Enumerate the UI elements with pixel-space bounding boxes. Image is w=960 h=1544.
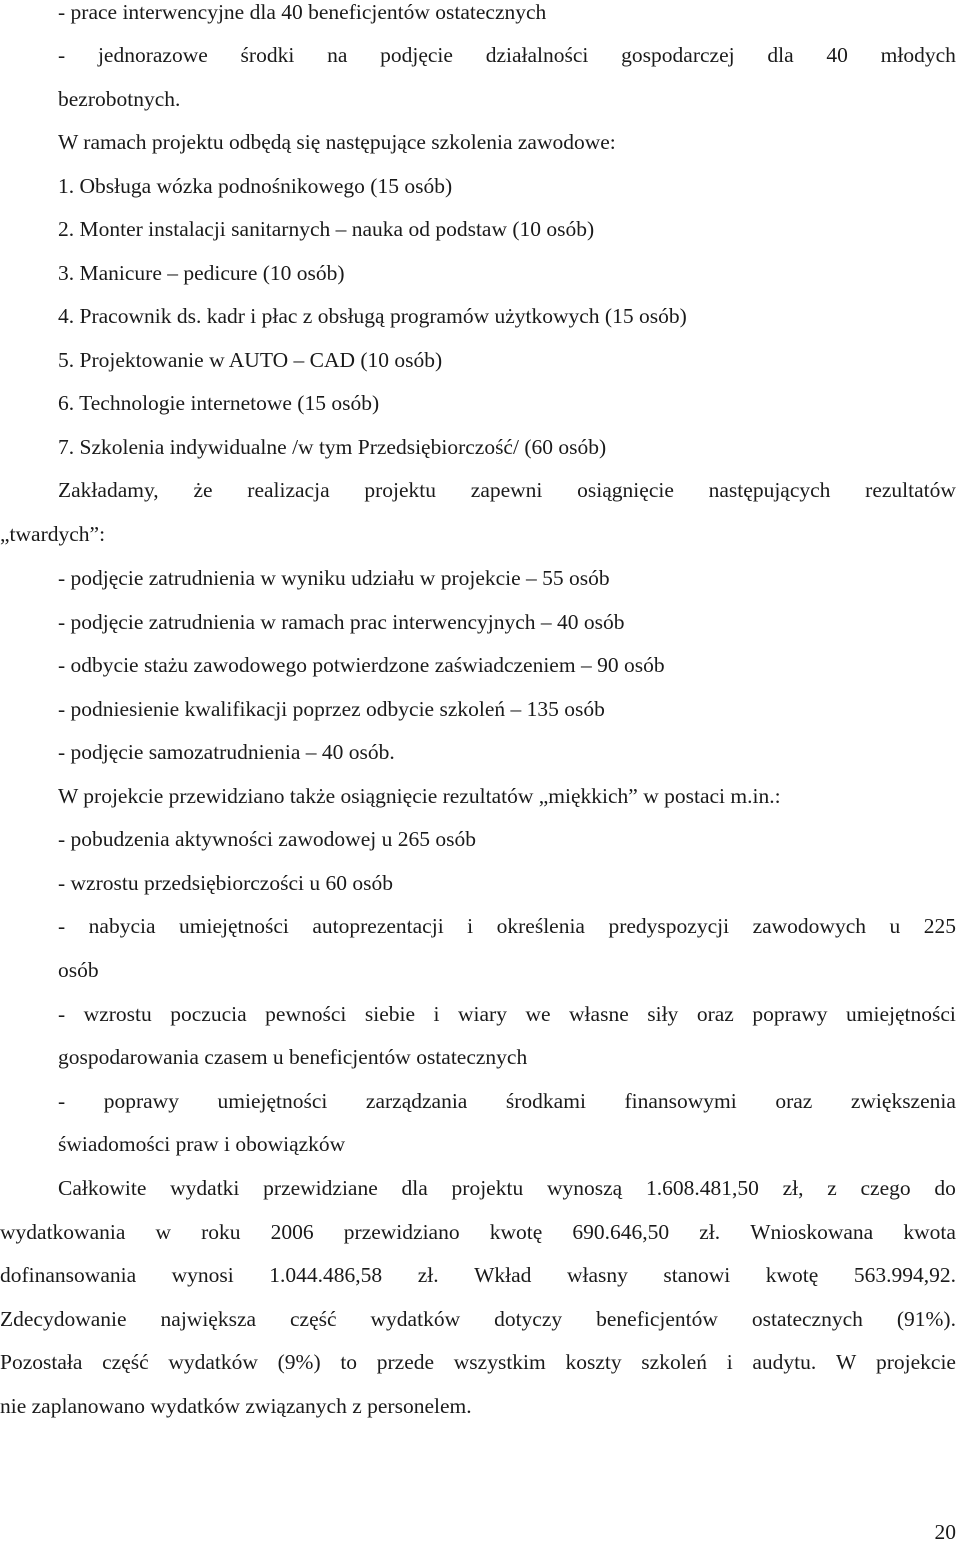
word: zł. <box>417 1263 439 1287</box>
text-line: nie zaplanowano wydatków związanych z personelem. <box>0 1394 472 1418</box>
word: zawodowych <box>752 914 866 938</box>
word: beneficjentów <box>596 1307 718 1331</box>
word: umiejętności <box>846 1002 956 1026</box>
word: siły <box>647 1002 679 1026</box>
word: finansowymi <box>624 1089 737 1113</box>
word: wydatków <box>370 1307 461 1331</box>
word: własne <box>569 1002 629 1026</box>
word: wynosi <box>171 1263 234 1287</box>
word: do <box>934 1176 956 1200</box>
word: kwotę <box>765 1263 819 1287</box>
text-line-justified <box>58 914 956 938</box>
text-line: W ramach projektu odbędą się następujące szkolenia zawodowe: <box>58 130 616 154</box>
word: przewidziane <box>263 1176 378 1200</box>
word: ostatecznych <box>751 1307 863 1331</box>
word: dotyczy <box>494 1307 563 1331</box>
text-line: osób <box>58 958 99 982</box>
word: pewności <box>265 1002 347 1026</box>
word: siebie <box>364 1002 416 1026</box>
word: dofinansowania <box>0 1263 137 1287</box>
word: koszty <box>565 1350 622 1374</box>
word: (91%). <box>896 1307 956 1331</box>
word: i <box>433 1002 440 1026</box>
text-line-justified <box>58 1002 956 1026</box>
word: że <box>193 478 213 502</box>
word: podjęcie <box>380 43 453 67</box>
word: poprawy <box>752 1002 828 1026</box>
word: dla <box>401 1176 428 1200</box>
list-item: 5. Projektowanie w AUTO – CAD (10 osób) <box>58 348 443 372</box>
word: dla <box>767 43 794 67</box>
word: zwiększenia <box>850 1089 956 1113</box>
word: poczucia <box>170 1002 247 1026</box>
word: wszystkim <box>453 1350 546 1374</box>
word: szkoleń <box>641 1350 707 1374</box>
page-number: 20 <box>934 1520 956 1544</box>
word: we <box>525 1002 551 1026</box>
text-line: gospodarowania czasem u beneficjentów ostatecznych <box>58 1045 528 1069</box>
word: nabycia <box>88 914 156 938</box>
word: oraz <box>775 1089 813 1113</box>
word: określenia <box>496 914 585 938</box>
text-line-justified <box>58 43 956 67</box>
word: u <box>889 914 901 938</box>
word: jednorazowe <box>97 43 208 67</box>
word: projekcie <box>875 1350 956 1374</box>
word: 1.608.481,50 <box>645 1176 759 1200</box>
word: następujących <box>708 478 831 502</box>
word: poprawy <box>103 1089 179 1113</box>
word: czego <box>860 1176 911 1200</box>
word: w <box>155 1220 172 1244</box>
word: środkami <box>505 1089 586 1113</box>
word: realizacja <box>247 478 330 502</box>
word: Wnioskowana <box>750 1220 874 1244</box>
word: 1.044.486,58 <box>269 1263 383 1287</box>
word: wydatków <box>168 1350 258 1374</box>
word: przede <box>376 1350 435 1374</box>
word: na <box>327 43 348 67</box>
word: największa <box>160 1307 257 1331</box>
word: zarządzania <box>365 1089 468 1113</box>
text-line-justified <box>0 1263 956 1287</box>
word: z <box>827 1176 837 1200</box>
word: i <box>467 914 474 938</box>
text-line: „twardych”: <box>0 522 106 546</box>
word: - <box>58 914 66 938</box>
word: wynoszą <box>546 1176 623 1200</box>
text-line-justified <box>0 1307 956 1331</box>
word: predyspozycji <box>608 914 730 938</box>
word: działalności <box>485 43 589 67</box>
text-line: W projekcie przewidziano także osiągnięcie rezultatów „miękkich” w postaci m.in.: <box>58 784 781 808</box>
result-item: - wzrostu przedsiębiorczości u 60 osób <box>58 871 393 895</box>
word: projektu <box>364 478 437 502</box>
result-item: - podjęcie zatrudnienia w wyniku udziału w projekcie – 55 osób <box>58 566 610 590</box>
word: wydatki <box>170 1176 240 1200</box>
word: 563.994,92. <box>853 1263 956 1287</box>
word: wiary <box>458 1002 507 1026</box>
word: Zdecydowanie <box>0 1307 127 1331</box>
word: 40 <box>826 43 848 67</box>
word: i <box>726 1350 733 1374</box>
word: 690.646,50 <box>572 1220 670 1244</box>
text-line: - prace interwencyjne dla 40 beneficjentów ostatecznych <box>58 0 547 24</box>
word: część <box>102 1350 149 1374</box>
list-item: 3. Manicure – pedicure (10 osób) <box>58 261 345 285</box>
word: 2006 <box>270 1220 314 1244</box>
list-item: 7. Szkolenia indywidualne /w tym Przedsiębiorczość/ (60 osób) <box>58 435 607 459</box>
word: W <box>835 1350 857 1374</box>
word: osiągnięcie <box>577 478 674 502</box>
word: Pozostała <box>0 1350 83 1374</box>
text-line-justified <box>58 1176 956 1200</box>
word: środki <box>240 43 295 67</box>
word: wydatkowania <box>0 1220 126 1244</box>
text-line-justified <box>0 1350 956 1374</box>
word: (9%) <box>277 1350 321 1374</box>
word: umiejętności <box>179 914 289 938</box>
list-item: 4. Pracownik ds. kadr i płac z obsługą programów użytkowych (15 osób) <box>58 304 687 328</box>
word: stanowi <box>663 1263 731 1287</box>
word: - <box>58 1089 66 1113</box>
word: zł. <box>699 1220 721 1244</box>
result-item: - odbycie stażu zawodowego potwierdzone zaświadczeniem – 90 osób <box>58 653 665 677</box>
word: zapewni <box>470 478 543 502</box>
word: kwota <box>903 1220 956 1244</box>
list-item: 1. Obsługa wózka podnośnikowego (15 osób) <box>58 174 453 198</box>
word: roku <box>201 1220 241 1244</box>
word: wzrostu <box>83 1002 152 1026</box>
word: Całkowite <box>58 1176 147 1200</box>
word: Zakładamy, <box>58 478 159 502</box>
word: oraz <box>696 1002 734 1026</box>
text-line-justified <box>0 1220 956 1244</box>
word: audytu. <box>752 1350 817 1374</box>
word: własny <box>566 1263 628 1287</box>
word: zł, <box>782 1176 804 1200</box>
word: gospodarczej <box>621 43 735 67</box>
word: to <box>340 1350 358 1374</box>
word: 225 <box>923 914 956 938</box>
list-item: 2. Monter instalacji sanitarnych – nauka od podstaw (10 osób) <box>58 217 595 241</box>
text-line: świadomości praw i obowiązków <box>58 1132 346 1156</box>
result-item: - podjęcie zatrudnienia w ramach prac interwencyjnych – 40 osób <box>58 610 625 634</box>
word: kwotę <box>489 1220 543 1244</box>
word: część <box>290 1307 337 1331</box>
word: - <box>58 43 66 67</box>
word: młodych <box>880 43 956 67</box>
word: - <box>58 1002 66 1026</box>
text-line-justified <box>58 1089 956 1113</box>
word: umiejętności <box>217 1089 328 1113</box>
word: Wkład <box>474 1263 532 1287</box>
text-line-justified <box>58 478 956 502</box>
text-line: bezrobotnych. <box>58 87 181 111</box>
result-item: - pobudzenia aktywności zawodowej u 265 osób <box>58 827 476 851</box>
result-item: - podniesienie kwalifikacji poprzez odbycie szkoleń – 135 osób <box>58 697 605 721</box>
result-item: - podjęcie samozatrudnienia – 40 osób. <box>58 740 395 764</box>
list-item: 6. Technologie internetowe (15 osób) <box>58 391 380 415</box>
word: projektu <box>451 1176 524 1200</box>
word: przewidziano <box>343 1220 460 1244</box>
word: autoprezentacji <box>312 914 444 938</box>
word: rezultatów <box>865 478 956 502</box>
